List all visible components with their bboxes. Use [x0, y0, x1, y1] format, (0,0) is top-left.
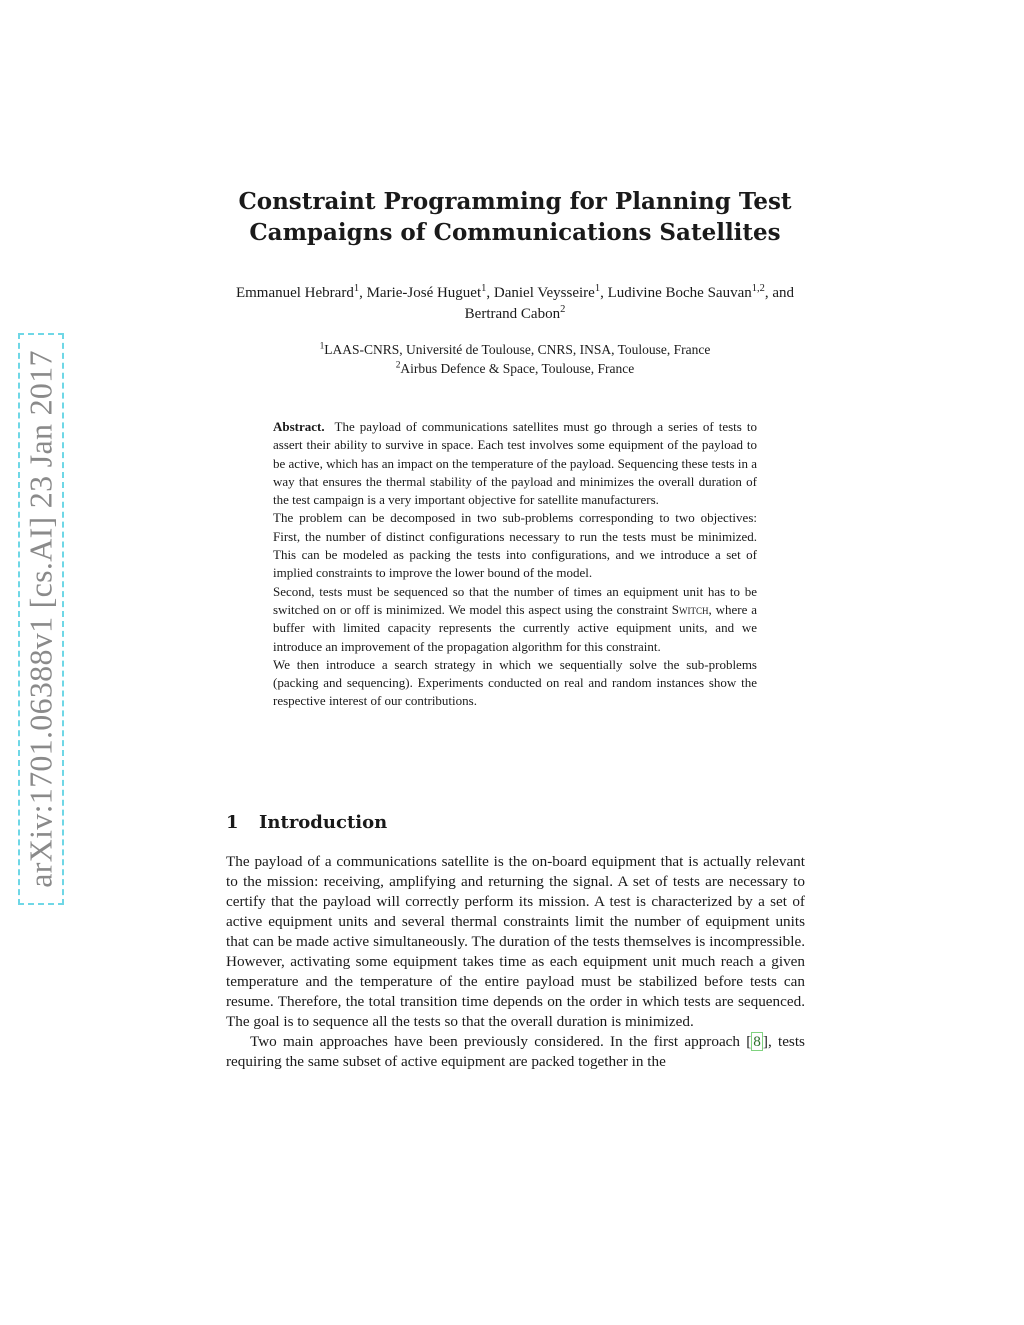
affiliation-2 [220, 359, 810, 378]
author-affil-mark: 2 [560, 304, 566, 315]
author-affil-mark: 1 [353, 283, 360, 294]
author-name: Daniel Veysseire [493, 285, 595, 301]
arxiv-identifier[interactable]: arXiv:1701.06388v1 [cs.AI] 23 Jan 2017 [22, 350, 59, 888]
author-conjunction: and [772, 285, 795, 301]
abstract-text: , where a buffer with limited capacity represents the currently active equipment units, and we introduce an improvement of the propagation algorithm for this constraint. [273, 601, 758, 654]
abstract-paragraph [273, 583, 757, 656]
title-line-2: Campaigns of Communications Satellites [249, 219, 781, 246]
paper-title [200, 186, 830, 248]
body-paragraph: The payload of a communications satellite is the on-board equipment that is actually relevant to the mission: receiving, amplifying and returning the signal. A set of tests are necessary to certify that the payload will correctly perform its mission. A test is characterized by a set of active equipment units and several thermal constraints limit the number of equipment units that can be made active simultaneously. The duration of the tests themselves is incompressible. However, activating some equipment takes time as each equipment unit much reach a given temperature and the temperature of the entire payload must be stabilized before tests can resume. Therefore, the total transition time depends on the order in which tests are sequenced. The goal is to sequence all the tests so that the overall duration is minimized. [226, 853, 805, 1030]
body-paragraph: Two main approaches have been previously considered. In the first approach [ 8 ], tests requiring the same subset of active equipment are packed together in the [226, 1033, 805, 1070]
affiliations [220, 340, 810, 378]
body-text: Two main approaches have been previously considered. In the first approach [250, 1033, 741, 1050]
abstract-text: The payload of communications satellites must go through a series of tests to assert their ability to survive in space. Each test involves some equipment of the payload to be active, which has an impact on the temperature of the payload. Sequencing these tests in a way that ensures the thermal stability of the payload and minimizes the overall duration of the test campaign is a very important objective for satellite manufacturers. [273, 419, 757, 508]
abstract-paragraph: We then introduce a search strategy in which we sequentially solve the sub-problems (packing and sequencing). Experiments conducted on real and random instances show the respective interest of our contributions. [273, 656, 757, 709]
abstract-label: Abstract. [273, 419, 325, 434]
section-title: Introduction [259, 812, 388, 833]
author-affil-mark: 1 [481, 283, 487, 294]
abstract-paragraph [273, 418, 757, 509]
author-list: Emmanuel Hebrard$^1$, Marie-José Huguet$^1$, Daniel Veysseire$^1$, Ludivine Boche Sauvan$^{1,2}$, and Bertrand Cabon$^2$ [235, 283, 795, 322]
affiliation-mark: 2 [395, 360, 401, 371]
author-name: Marie-José Huguet [366, 285, 482, 301]
abstract-paragraph: The problem can be decomposed in two sub-problems corresponding to two objectives: First, the number of distinct configurations necessary to run the tests must be minimized. This can be modeled as packing the tests into configurations, and we introduce a set of implied constraints to improve the lower bound of the model. [273, 510, 757, 581]
abstract-text: Second, tests must be sequenced so that the number of times an equipment unit has to be switched on or off is minimized. We model this aspect using the constraint [273, 583, 757, 617]
citation-link[interactable]: 8 [753, 1033, 761, 1050]
body-text: , tests requiring the same subset of active equipment are packed together in the [226, 1033, 805, 1070]
author-affil-mark: 1,2 [751, 283, 765, 294]
introduction-body [226, 852, 805, 1072]
affiliation-text: LAAS-CNRS, Université de Toulouse, CNRS, INSA, Toulouse, France [324, 342, 711, 357]
affiliation-1 [220, 340, 810, 359]
author-name: Bertrand Cabon [464, 306, 561, 322]
title-line-1: Constraint Programming for Planning Test [238, 188, 792, 215]
author-name: Emmanuel Hebrard [235, 285, 354, 301]
author-affil-mark: 1 [594, 283, 601, 294]
affiliation-text: Airbus Defence & Space, Toulouse, France [400, 361, 635, 376]
section-heading [226, 812, 387, 833]
arxiv-stamp [18, 333, 64, 905]
switch-constraint-name: Switch [671, 601, 709, 617]
author-name: Ludivine Boche Sauvan [607, 285, 752, 301]
section-number: 1 [226, 812, 239, 833]
affiliation-mark: 1 [319, 341, 325, 352]
abstract [273, 418, 757, 711]
